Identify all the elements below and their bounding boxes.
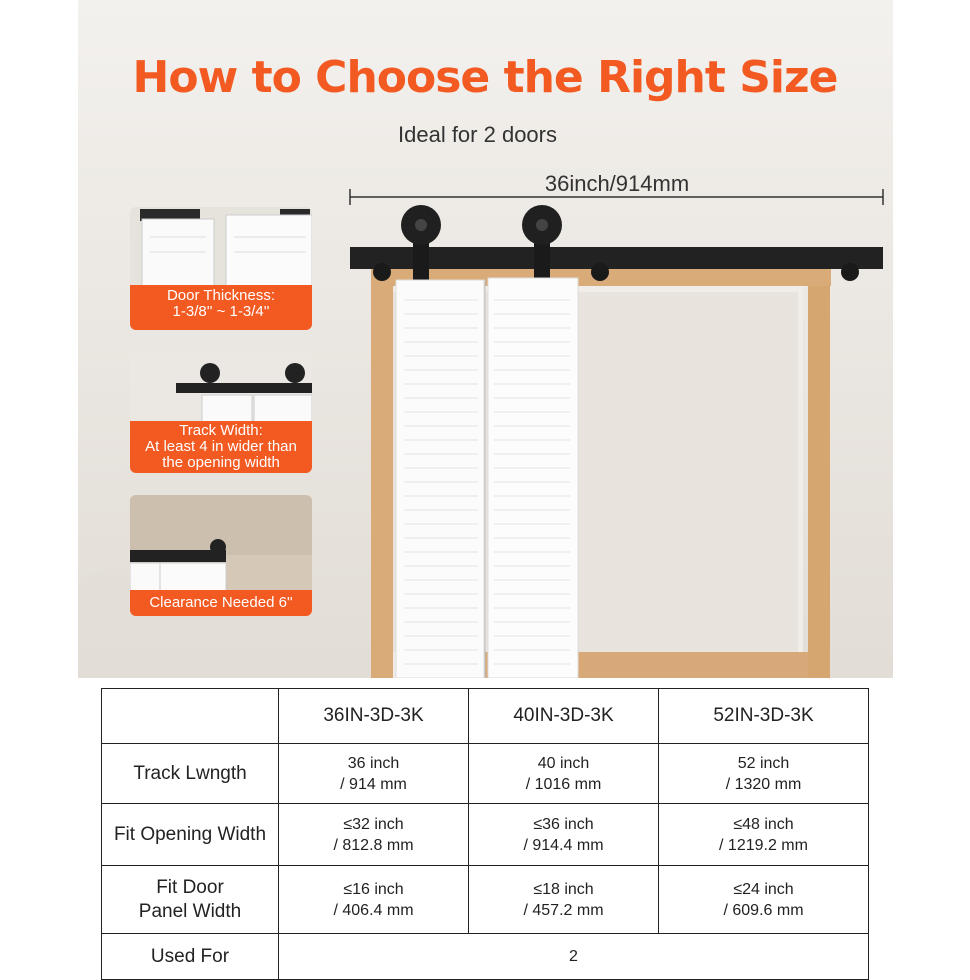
table-cell: ≤36 inch / 914.4 mm xyxy=(469,804,659,866)
row-label: Track Lwngth xyxy=(102,744,279,804)
frame-right xyxy=(808,272,830,678)
page-subtitle: Ideal for 2 doors xyxy=(398,122,557,147)
size-spec-table xyxy=(101,688,869,980)
column-header: 52IN-3D-3K xyxy=(659,689,869,744)
column-header: 36IN-3D-3K xyxy=(279,689,469,744)
table-row xyxy=(102,804,869,866)
table-cell: ≤16 inch / 406.4 mm xyxy=(279,866,469,934)
page-title: How to Choose the Right Size xyxy=(132,52,838,103)
thumbnail-door-thickness xyxy=(130,207,312,330)
thumbnail-caption: Clearance Needed 6'' xyxy=(130,590,312,616)
table-row xyxy=(102,744,869,804)
thumbnail-track-width xyxy=(130,351,312,473)
table-row-used-for xyxy=(102,934,869,980)
thumbnail-clearance xyxy=(130,495,312,616)
row-label: Fit Door Panel Width xyxy=(102,866,279,934)
table-corner-cell xyxy=(102,689,279,744)
table-cell: 52 inch / 1320 mm xyxy=(659,744,869,804)
table-cell: ≤18 inch / 457.2 mm xyxy=(469,866,659,934)
table-cell: ≤32 inch / 812.8 mm xyxy=(279,804,469,866)
thumbnail-caption: Door Thickness: 1-3/8'' ~ 1-3/4'' xyxy=(130,285,312,330)
track-dimension-label: 36inch/914mm xyxy=(544,171,690,196)
table-cell: ≤48 inch / 1219.2 mm xyxy=(659,804,869,866)
frame-left xyxy=(371,272,393,678)
table-row xyxy=(102,866,869,934)
table-cell: 36 inch / 914 mm xyxy=(279,744,469,804)
column-header: 40IN-3D-3K xyxy=(469,689,659,744)
row-label: Fit Opening Width xyxy=(102,804,279,866)
table-cell: 40 inch / 1016 mm xyxy=(469,744,659,804)
barn-door-track xyxy=(350,247,883,269)
table-cell: ≤24 inch / 609.6 mm xyxy=(659,866,869,934)
table-header-row xyxy=(102,689,869,744)
used-for-value: 2 xyxy=(279,934,869,980)
row-label: Used For xyxy=(102,934,279,980)
thumbnail-caption: Track Width: At least 4 in wider than the opening width xyxy=(130,421,312,473)
